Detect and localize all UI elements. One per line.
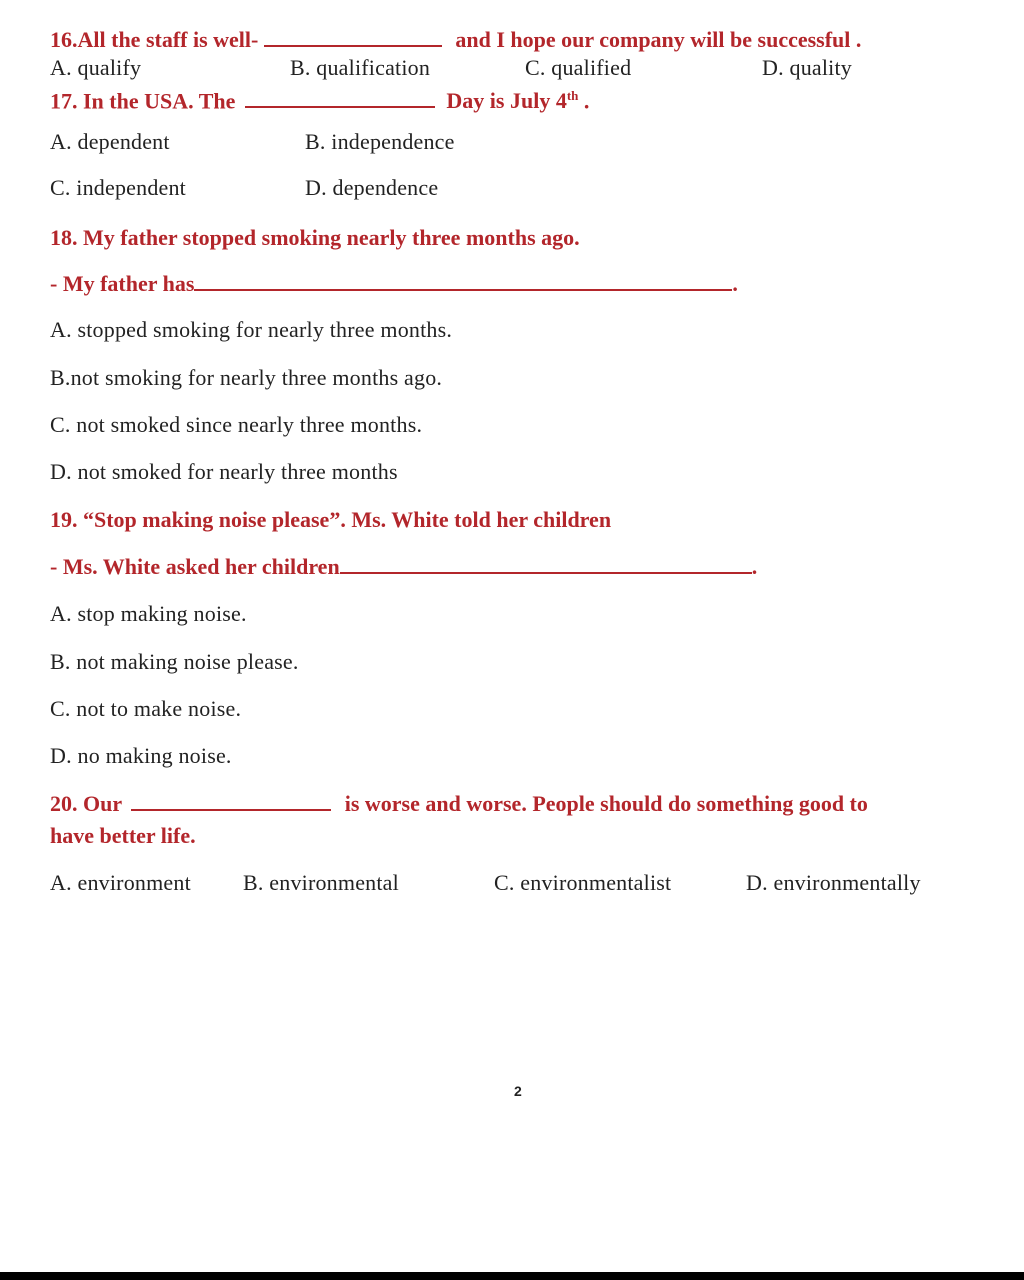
question-19-option-d[interactable]: D. no making noise. [50,743,232,768]
question-16-option-b[interactable]: B. qualification [290,55,431,80]
question-20-option-d[interactable]: D. environmentally [746,870,921,895]
question-20-text-before: 20. Our [50,791,122,816]
question-17-option-b[interactable]: B. independence [305,129,455,154]
question-20-option-c[interactable]: C. environmentalist [494,870,672,895]
question-19-rewrite-text: - Ms. White asked her children [50,554,340,579]
question-17-text-before: 17. In the USA. The [50,88,236,114]
question-17-option-a[interactable]: A. dependent [50,129,170,154]
question-20-stem-line2: have better life. [50,823,196,848]
question-17-option-c[interactable]: C. independent [50,175,186,200]
question-18-option-a[interactable]: A. stopped smoking for nearly three months. [50,317,453,342]
question-16-stem [50,26,861,54]
question-20-option-a[interactable]: A. environment [50,870,191,895]
question-19-rewrite-end: . [751,554,758,579]
question-20-option-b[interactable]: B. environmental [243,870,399,895]
question-16-text-before: 16.All the staff is well- [50,27,259,52]
question-18-option-d[interactable]: D. not smoked for nearly three months [50,459,398,484]
page-number: 2 [514,1083,522,1099]
question-16-blank[interactable] [264,27,442,47]
question-19-blank[interactable] [340,554,752,574]
question-17-superscript: th [566,88,579,103]
question-20-stem [50,790,868,818]
bottom-bar [0,1272,1024,1280]
question-17-blank[interactable] [245,88,435,108]
question-19-stem: 19. “Stop making noise please”. Ms. White told her children [50,507,612,532]
question-18-option-c[interactable]: C. not smoked since nearly three months. [50,412,423,437]
question-19-rewrite [50,553,757,581]
question-16-option-d[interactable]: D. quality [762,55,852,80]
question-18-rewrite-text: - My father has [50,271,195,296]
question-17-text-end: . [578,88,590,114]
question-17-stem [50,82,589,115]
question-18-rewrite-end: . [732,271,738,296]
question-19-option-b[interactable]: B. not making noise please. [50,649,299,674]
question-20-text-after: is worse and worse. People should do something good to [344,791,868,816]
question-20-blank[interactable] [131,791,331,811]
question-17-option-d[interactable]: D. dependence [305,175,439,200]
question-18-option-b[interactable]: B.not smoking for nearly three months ago. [50,365,443,390]
question-16-option-c[interactable]: C. qualified [525,55,632,80]
question-19-option-a[interactable]: A. stop making noise. [50,601,247,626]
question-16-option-a[interactable]: A. qualify [50,55,142,80]
question-18-blank[interactable] [194,271,732,291]
question-18-rewrite [50,270,738,298]
question-16-text-after: and I hope our company will be successful . [455,27,862,52]
question-18-stem: 18. My father stopped smoking nearly three months ago. [50,225,580,250]
question-19-option-c[interactable]: C. not to make noise. [50,696,242,721]
question-17-text-after: Day is July 4 [446,88,567,114]
